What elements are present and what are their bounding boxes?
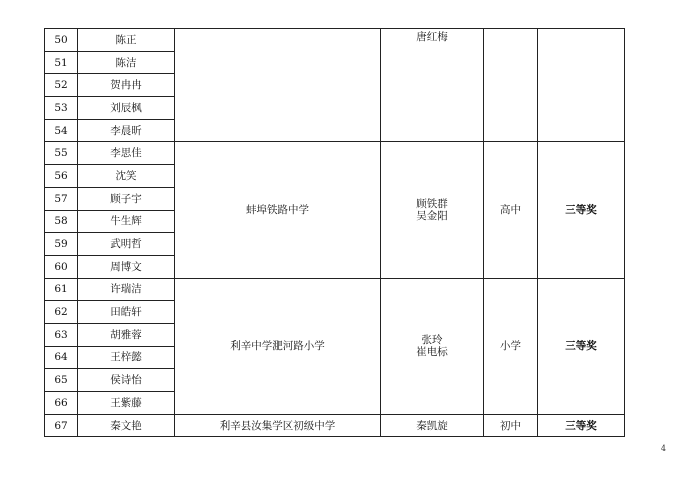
page-number: 4 [660, 444, 666, 453]
award-list-table [44, 28, 625, 437]
row-number-cell: 53 [45, 97, 78, 120]
teacher-name: 顾铁群 [416, 197, 448, 210]
row-number-cell: 57 [45, 187, 78, 210]
student-name-cell: 刘辰枫 [78, 97, 175, 120]
row-number-cell: 59 [45, 233, 78, 256]
student-name-cell: 侯诗怡 [78, 369, 175, 392]
teacher-cell [381, 278, 484, 414]
student-name-cell: 陈正 [78, 29, 175, 52]
student-name-cell: 武明哲 [78, 233, 175, 256]
row-number-cell: 58 [45, 210, 78, 233]
row-number-cell: 52 [45, 74, 78, 97]
award-level-cell [538, 29, 625, 142]
table-row [45, 278, 625, 301]
award-level-cell: 三等奖 [538, 278, 625, 414]
teacher-name: 崔电标 [416, 346, 448, 359]
school-cell: 利辛中学淝河路小学 [175, 278, 381, 414]
teacher-name: 张玲 [421, 334, 443, 347]
row-number-cell: 63 [45, 323, 78, 346]
teacher-name: 秦凯旋 [416, 419, 448, 432]
row-number-cell: 50 [45, 29, 78, 52]
school-stage-cell: 小学 [484, 278, 538, 414]
award-table-body [45, 29, 625, 437]
student-name-cell: 贺冉冉 [78, 74, 175, 97]
student-name-cell: 沈笑 [78, 165, 175, 188]
row-number-cell: 62 [45, 301, 78, 324]
school-stage-cell: 高中 [484, 142, 538, 278]
school-cell: 利辛县汝集学区初级中学 [175, 414, 381, 437]
school-stage-cell: 初中 [484, 414, 538, 437]
row-number-cell: 51 [45, 51, 78, 74]
row-number-cell: 54 [45, 119, 78, 142]
row-number-cell: 61 [45, 278, 78, 301]
award-level-cell: 三等奖 [538, 142, 625, 278]
teacher-cell [381, 29, 484, 142]
student-name-cell: 牛生辉 [78, 210, 175, 233]
row-number-cell: 66 [45, 392, 78, 415]
student-name-cell: 顾子宇 [78, 187, 175, 210]
teacher-cell [381, 414, 484, 437]
row-number-cell: 67 [45, 414, 78, 437]
teacher-cell [381, 142, 484, 278]
row-number-cell: 65 [45, 369, 78, 392]
student-name-cell: 陈洁 [78, 51, 175, 74]
award-level-cell: 三等奖 [538, 414, 625, 437]
table-row [45, 29, 625, 52]
teacher-name: 吴金阳 [416, 210, 448, 222]
table-row [45, 142, 625, 165]
student-name-cell: 李思佳 [78, 142, 175, 165]
school-cell: 蚌埠铁路中学 [175, 142, 381, 278]
school-stage-cell [484, 29, 538, 142]
school-cell [175, 29, 381, 142]
row-number-cell: 60 [45, 255, 78, 278]
student-name-cell: 胡雅蓉 [78, 323, 175, 346]
row-number-cell: 56 [45, 165, 78, 188]
student-name-cell: 周博文 [78, 255, 175, 278]
student-name-cell: 王梓懿 [78, 346, 175, 369]
student-name-cell: 李晨昕 [78, 119, 175, 142]
teacher-name: 唐红梅 [416, 31, 448, 43]
table-row [45, 414, 625, 437]
student-name-cell: 王紫藤 [78, 392, 175, 415]
row-number-cell: 55 [45, 142, 78, 165]
row-number-cell: 64 [45, 346, 78, 369]
student-name-cell: 田皓轩 [78, 301, 175, 324]
student-name-cell: 秦文艳 [78, 414, 175, 437]
student-name-cell: 许瑞洁 [78, 278, 175, 301]
